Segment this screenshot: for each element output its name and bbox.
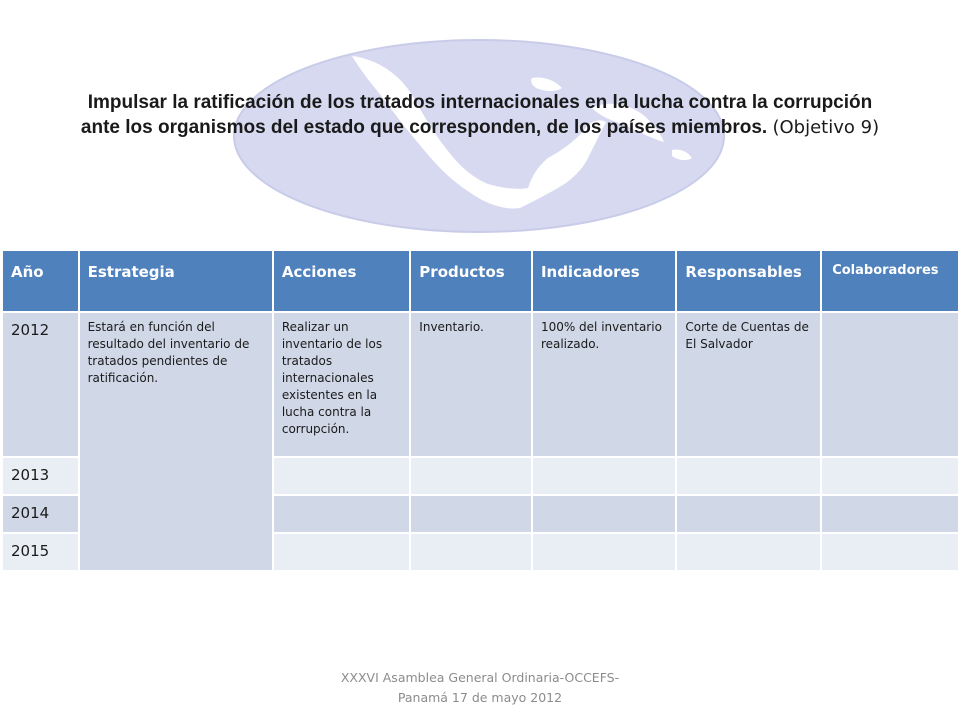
header-collaborators: Colaboradores bbox=[821, 250, 959, 312]
cell-responsible bbox=[676, 533, 821, 571]
header-responsible: Responsables bbox=[676, 250, 821, 312]
cell-responsible bbox=[676, 457, 821, 495]
action-plan-table bbox=[1, 249, 960, 572]
cell-collaborators bbox=[821, 495, 959, 533]
title-main: Impulsar la ratificación de los tratados internacionales en la lucha contra la corrupción ante los organismos del estado que corresponden, de los países miembros. bbox=[80, 92, 873, 138]
footer-line-2: Panamá 17 de mayo 2012 bbox=[397, 690, 563, 705]
cell-responsible bbox=[676, 495, 821, 533]
cell-indicators bbox=[532, 495, 676, 533]
cell-actions bbox=[273, 495, 410, 533]
cell-collaborators bbox=[821, 312, 959, 457]
cell-year: 2012 bbox=[2, 312, 79, 457]
header-actions: Acciones bbox=[273, 250, 410, 312]
table-row bbox=[2, 312, 959, 457]
cell-indicators: 100% del inventario realizado. bbox=[532, 312, 676, 457]
cell-collaborators bbox=[821, 533, 959, 571]
table-header-row bbox=[2, 250, 959, 312]
cell-actions bbox=[273, 457, 410, 495]
footer bbox=[300, 668, 660, 708]
cell-strategy: Estará en función del resultado del inventario de tratados pendientes de ratificación. bbox=[79, 312, 273, 571]
cell-actions: Realizar un inventario de los tratados internacionales existentes en la lucha contra la corrupción. bbox=[273, 312, 410, 457]
cell-products bbox=[410, 457, 532, 495]
cell-year: 2015 bbox=[2, 533, 79, 571]
cell-year: 2014 bbox=[2, 495, 79, 533]
header-products: Productos bbox=[410, 250, 532, 312]
cell-products bbox=[410, 533, 532, 571]
cell-year: 2013 bbox=[2, 457, 79, 495]
header-year: Año bbox=[2, 250, 79, 312]
title-objective: (Objetivo 9) bbox=[772, 117, 880, 138]
header-strategy: Estrategia bbox=[79, 250, 273, 312]
cell-responsible: Corte de Cuentas de El Salvador bbox=[676, 312, 821, 457]
cell-products: Inventario. bbox=[410, 312, 532, 457]
cell-indicators bbox=[532, 533, 676, 571]
cell-collaborators bbox=[821, 457, 959, 495]
header-indicators: Indicadores bbox=[532, 250, 676, 312]
cell-indicators bbox=[532, 457, 676, 495]
cell-products bbox=[410, 495, 532, 533]
page-title bbox=[70, 90, 890, 140]
cell-actions bbox=[273, 533, 410, 571]
footer-line-1: XXXVI Asamblea General Ordinaria-OCCEFS- bbox=[340, 670, 620, 685]
